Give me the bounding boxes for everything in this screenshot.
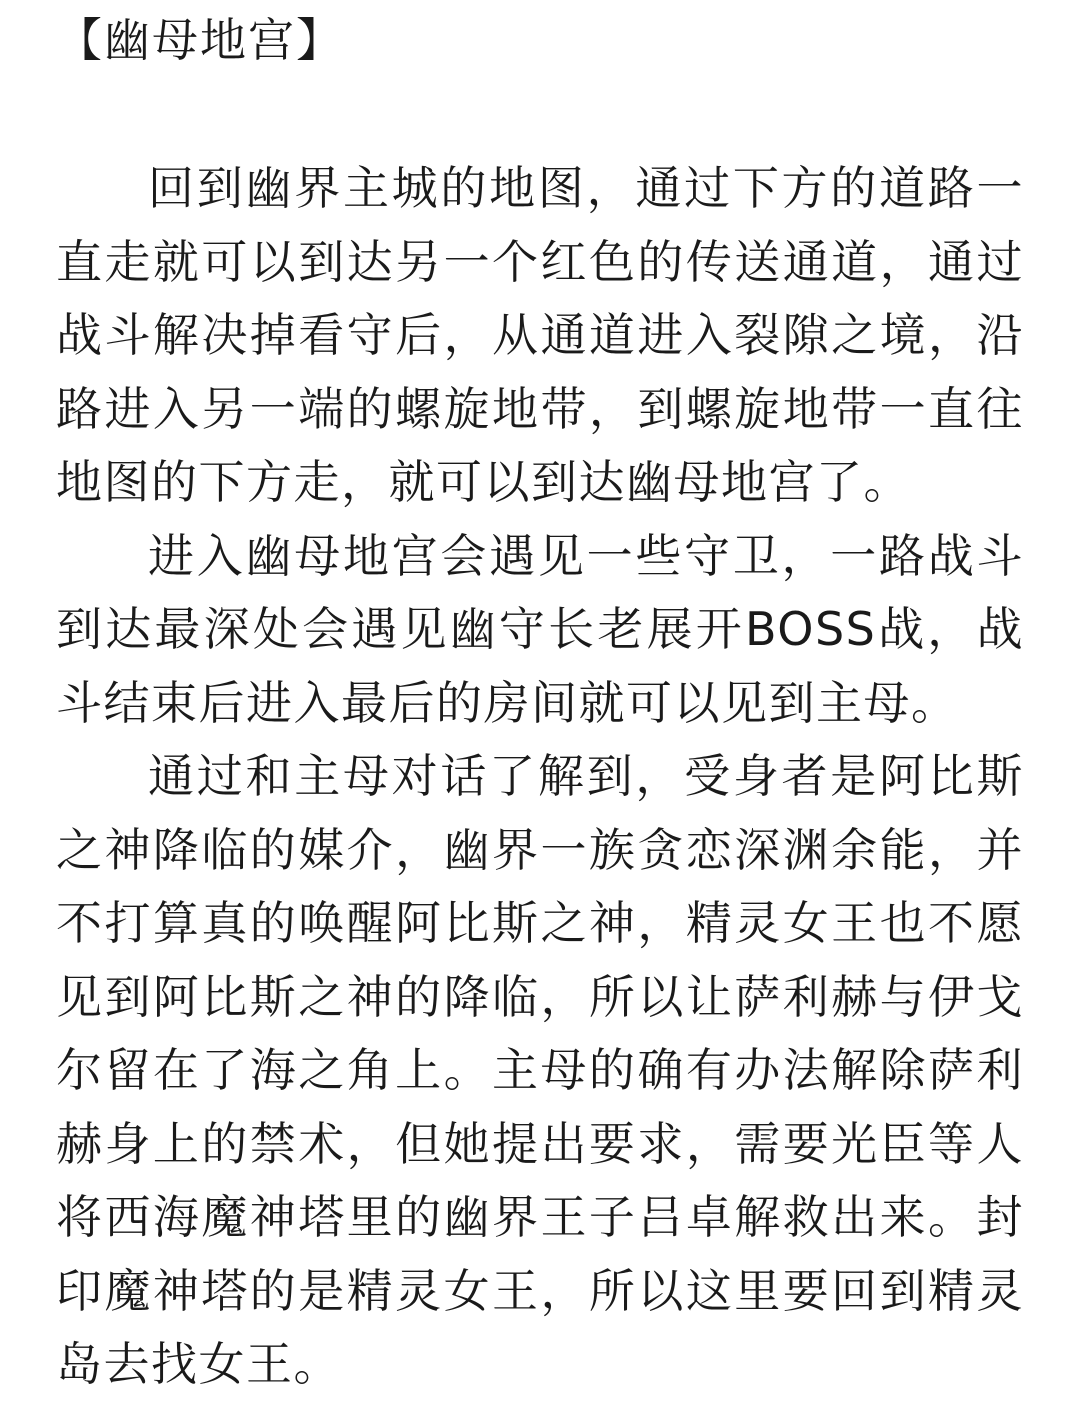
article-body: [56, 152, 1024, 1402]
paragraph-3: 通过和主母对话了解到，受身者是阿比斯之神降临的媒介，幽界一族贪恋深渊余能，并不打算真的唤醒阿比斯之神，精灵女王也不愿见到阿比斯之神的降临，所以让萨利赫与伊戈尔留在了海之角上。主母的确有办法解除萨利赫身上的禁术，但她提出要求，需要光臣等人将西海魔神塔里的幽界王子吕卓解救出来。封印魔神塔的是精灵女王，所以这里要回到精灵岛去找女王。: [56, 749, 1024, 1391]
section-title: 【幽母地宫】: [56, 13, 344, 67]
paragraph-2: 进入幽母地宫会遇见一些守卫，一路战斗到达最深处会遇见幽守长老展开BOSS战，战斗结束后进入最后的房间就可以见到主母。: [56, 528, 1024, 730]
paragraph-1: 回到幽界主城的地图，通过下方的道路一直走就可以到达另一个红色的传送通道，通过战斗解决掉看守后，从通道进入裂隙之境，沿路进入另一端的螺旋地带，到螺旋地带一直往地图的下方走，就可以到达幽母地宫了。: [56, 161, 1024, 509]
